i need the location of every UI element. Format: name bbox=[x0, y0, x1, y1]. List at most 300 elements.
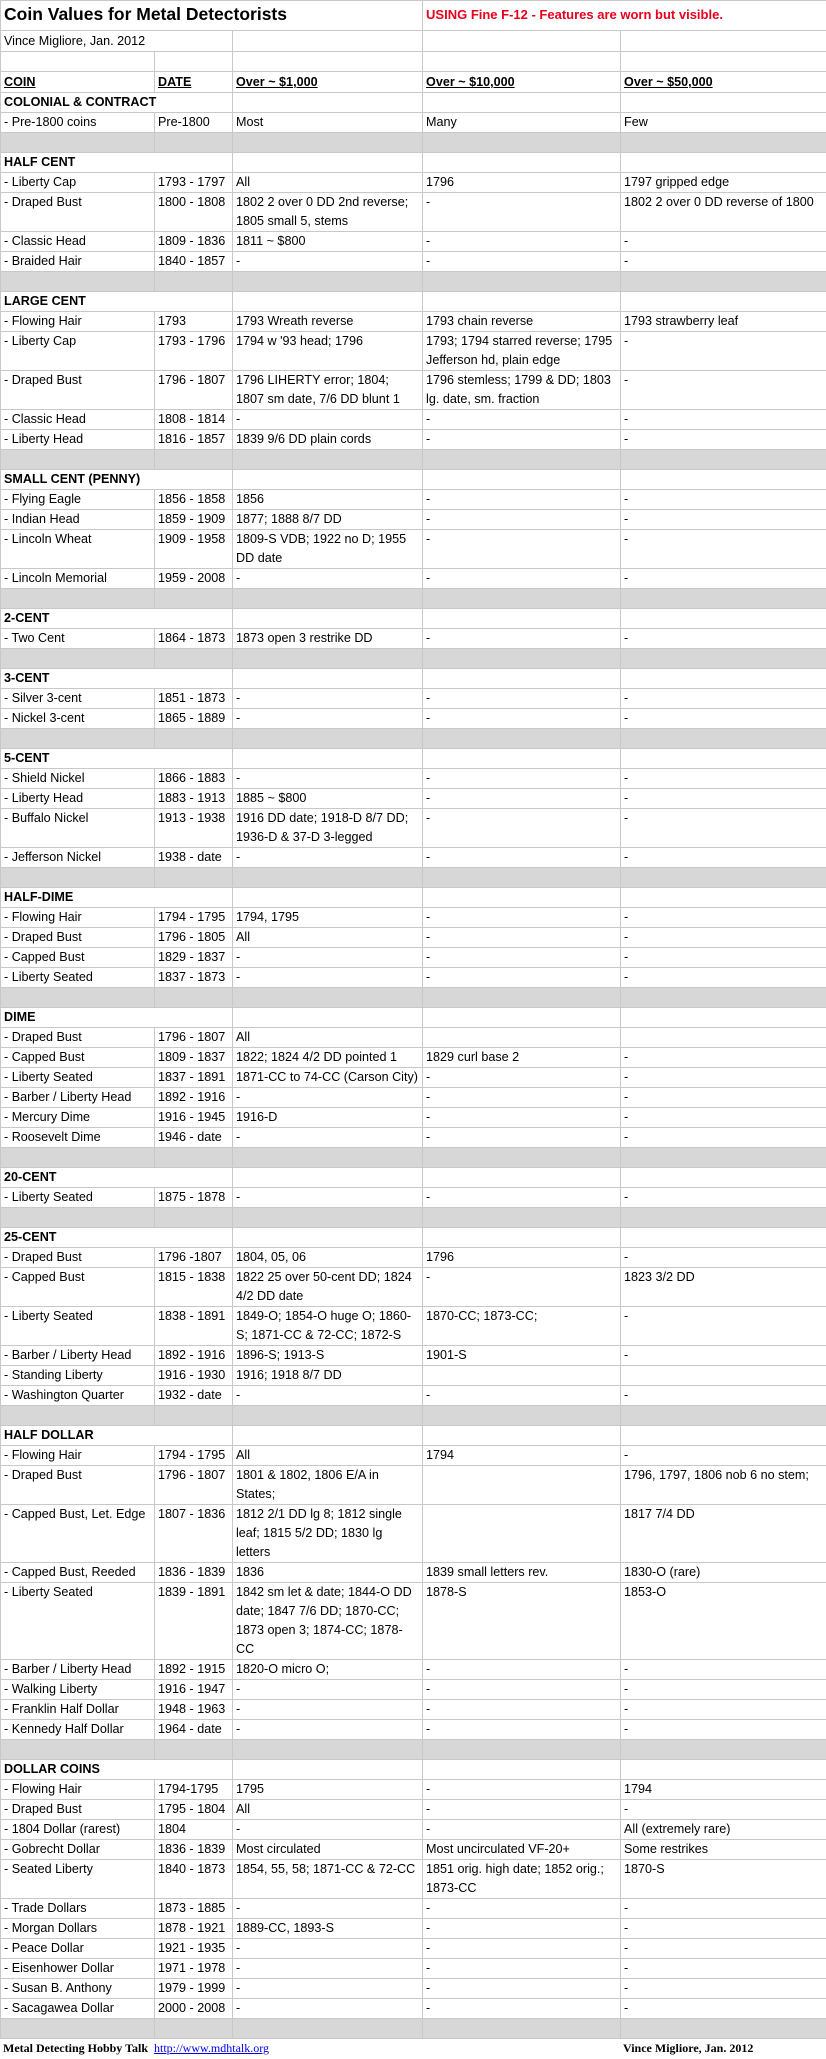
table-cell: - Flying Eagle bbox=[1, 490, 155, 510]
table-cell: - bbox=[621, 332, 826, 371]
table-cell: - bbox=[423, 1088, 621, 1108]
table-cell bbox=[621, 1366, 826, 1386]
table-cell: - Liberty Head bbox=[1, 430, 155, 450]
section-divider bbox=[1, 868, 826, 888]
table-cell: - bbox=[423, 530, 621, 569]
table-cell: - bbox=[423, 430, 621, 450]
table-cell: 1838 - 1891 bbox=[155, 1307, 233, 1346]
table-cell: Most uncirculated VF-20+ bbox=[423, 1840, 621, 1860]
table-cell: - bbox=[233, 410, 423, 430]
table-cell: - Seated Liberty bbox=[1, 1860, 155, 1899]
table-cell: 1794 bbox=[621, 1780, 826, 1800]
table-cell: 1853-O bbox=[621, 1583, 826, 1660]
table-cell: 1812 2/1 DD lg 8; 1812 single leaf; 1815 5/2 DD; 1830 lg letters bbox=[233, 1505, 423, 1563]
table-cell: - Draped Bust bbox=[1, 1800, 155, 1820]
table-cell: 1864 - 1873 bbox=[155, 629, 233, 649]
table-cell: 1804, 05, 06 bbox=[233, 1248, 423, 1268]
table-cell: 1809 - 1836 bbox=[155, 232, 233, 252]
table-cell: - bbox=[423, 1919, 621, 1939]
table-cell: - bbox=[621, 1386, 826, 1406]
table-cell: - bbox=[621, 232, 826, 252]
section-header-row bbox=[1, 888, 826, 908]
section-title: LARGE CENT bbox=[1, 292, 233, 312]
table-cell: - bbox=[233, 848, 423, 868]
table-cell: - bbox=[423, 769, 621, 789]
table-cell: - bbox=[423, 1700, 621, 1720]
table-cell: - bbox=[621, 1979, 826, 1999]
table-cell: 1916 - 1947 bbox=[155, 1680, 233, 1700]
table-row bbox=[1, 1466, 826, 1505]
table-cell: All bbox=[233, 928, 423, 948]
table-row bbox=[1, 113, 826, 133]
footer-row bbox=[0, 2039, 826, 2057]
section-header-row bbox=[1, 93, 826, 113]
table-cell: 1921 - 1935 bbox=[155, 1939, 233, 1959]
table-cell: 1839 small letters rev. bbox=[423, 1563, 621, 1583]
table-cell: - bbox=[621, 1346, 826, 1366]
table-cell: - Silver 3-cent bbox=[1, 689, 155, 709]
table-cell: - bbox=[621, 1068, 826, 1088]
table-cell: - bbox=[423, 1800, 621, 1820]
table-cell: - bbox=[621, 1048, 826, 1068]
table-cell: - bbox=[621, 1680, 826, 1700]
table-cell: - bbox=[621, 1939, 826, 1959]
table-cell: - bbox=[423, 1188, 621, 1208]
table-cell: 1856 - 1858 bbox=[155, 490, 233, 510]
table-cell: - bbox=[233, 252, 423, 272]
table-cell: - bbox=[423, 1680, 621, 1700]
table-cell: 1840 - 1873 bbox=[155, 1860, 233, 1899]
table-cell: 1854, 55, 58; 1871-CC & 72-CC bbox=[233, 1860, 423, 1899]
table-cell: - Buffalo Nickel bbox=[1, 809, 155, 848]
table-cell: - Lincoln Wheat bbox=[1, 530, 155, 569]
table-cell: - bbox=[423, 809, 621, 848]
table-cell: Many bbox=[423, 113, 621, 133]
table-cell: - Liberty Seated bbox=[1, 1068, 155, 1088]
table-row bbox=[1, 1346, 826, 1366]
table-row bbox=[1, 1959, 826, 1979]
table-cell: 1830-O (rare) bbox=[621, 1563, 826, 1583]
table-cell: 1883 - 1913 bbox=[155, 789, 233, 809]
section-title: HALF CENT bbox=[1, 153, 233, 173]
table-cell: - Draped Bust bbox=[1, 193, 155, 232]
section-title: HALF-DIME bbox=[1, 888, 233, 908]
table-cell: - bbox=[423, 789, 621, 809]
table-row bbox=[1, 410, 826, 430]
table-cell: - Liberty Head bbox=[1, 789, 155, 809]
table-cell: - bbox=[423, 1899, 621, 1919]
table-cell: - bbox=[423, 1386, 621, 1406]
table-cell bbox=[423, 1366, 621, 1386]
table-row bbox=[1, 1128, 826, 1148]
table-cell: - Draped Bust bbox=[1, 1248, 155, 1268]
table-row bbox=[1, 1505, 826, 1563]
table-row bbox=[1, 1028, 826, 1048]
table-cell: Few bbox=[621, 113, 826, 133]
table-cell: - bbox=[233, 769, 423, 789]
section-header-row bbox=[1, 153, 826, 173]
table-cell: - Peace Dollar bbox=[1, 1939, 155, 1959]
section-title: 25-CENT bbox=[1, 1228, 233, 1248]
table-cell: 1815 - 1838 bbox=[155, 1268, 233, 1307]
table-row bbox=[1, 1820, 826, 1840]
table-cell: - bbox=[621, 928, 826, 948]
column-header: Over ~ $1,000 bbox=[233, 72, 423, 93]
table-cell: - bbox=[233, 1999, 423, 2019]
table-cell: - bbox=[621, 410, 826, 430]
table-cell: - bbox=[233, 1939, 423, 1959]
title-cell bbox=[1, 1, 423, 31]
section-header-row bbox=[1, 1228, 826, 1248]
table-cell: - Mercury Dime bbox=[1, 1108, 155, 1128]
table-cell: 1896-S; 1913-S bbox=[233, 1346, 423, 1366]
table-cell: All (extremely rare) bbox=[621, 1820, 826, 1840]
table-cell: - Trade Dollars bbox=[1, 1899, 155, 1919]
table-cell: - bbox=[423, 1939, 621, 1959]
table-cell: - bbox=[621, 1128, 826, 1148]
table-row bbox=[1, 430, 826, 450]
table-cell: - Braided Hair bbox=[1, 252, 155, 272]
table-cell: - bbox=[423, 569, 621, 589]
table-cell: - Barber / Liberty Head bbox=[1, 1346, 155, 1366]
table-cell: - bbox=[621, 510, 826, 530]
table-cell: - bbox=[621, 569, 826, 589]
author-line: Vince Migliore, Jan. 2012 bbox=[1, 31, 233, 52]
table-cell: 1913 - 1938 bbox=[155, 809, 233, 848]
table-cell: 1796 - 1807 bbox=[155, 371, 233, 410]
table-cell bbox=[423, 1466, 621, 1505]
section-divider bbox=[1, 1148, 826, 1168]
table-cell: - bbox=[423, 193, 621, 232]
column-header: Over ~ $10,000 bbox=[423, 72, 621, 93]
table-cell: - bbox=[233, 1720, 423, 1740]
table-cell: - bbox=[233, 1700, 423, 1720]
table-row bbox=[1, 1088, 826, 1108]
section-divider bbox=[1, 1208, 826, 1228]
table-row bbox=[1, 332, 826, 371]
table-cell: - bbox=[621, 1088, 826, 1108]
table-cell bbox=[621, 1028, 826, 1048]
table-cell: - bbox=[233, 689, 423, 709]
table-cell: 1938 - date bbox=[155, 848, 233, 868]
table-cell: - Liberty Seated bbox=[1, 1307, 155, 1346]
table-cell: 1866 - 1883 bbox=[155, 769, 233, 789]
table-cell: - Draped Bust bbox=[1, 1466, 155, 1505]
table-cell: 1802 2 over 0 DD reverse of 1800 bbox=[621, 193, 826, 232]
table-cell: - Capped Bust, Reeded bbox=[1, 1563, 155, 1583]
table-cell: 1795 bbox=[233, 1780, 423, 1800]
table-cell: 1877; 1888 8/7 DD bbox=[233, 510, 423, 530]
table-cell: - Sacagawea Dollar bbox=[1, 1999, 155, 2019]
table-cell: - bbox=[621, 1800, 826, 1820]
table-cell: - bbox=[621, 689, 826, 709]
table-cell: - Capped Bust bbox=[1, 1268, 155, 1307]
table-cell: - bbox=[423, 410, 621, 430]
author-row bbox=[1, 31, 826, 52]
table-cell: - bbox=[233, 1680, 423, 1700]
table-row bbox=[1, 1446, 826, 1466]
table-cell: - bbox=[423, 1720, 621, 1740]
table-cell: - Jefferson Nickel bbox=[1, 848, 155, 868]
section-header-row bbox=[1, 609, 826, 629]
table-cell bbox=[423, 1505, 621, 1563]
table-cell: - bbox=[621, 1188, 826, 1208]
table-cell: 1794 bbox=[423, 1446, 621, 1466]
table-cell: 1816 - 1857 bbox=[155, 430, 233, 450]
section-title: 3-CENT bbox=[1, 669, 233, 689]
table-cell: 1878 - 1921 bbox=[155, 1919, 233, 1939]
table-cell: - bbox=[233, 709, 423, 729]
table-cell: 1795 - 1804 bbox=[155, 1800, 233, 1820]
table-row bbox=[1, 1563, 826, 1583]
table-cell: - Liberty Seated bbox=[1, 1583, 155, 1660]
table-cell: 1837 - 1891 bbox=[155, 1068, 233, 1088]
table-row bbox=[1, 569, 826, 589]
table-cell: - Washington Quarter bbox=[1, 1386, 155, 1406]
table-cell: 1916 DD date; 1918-D 8/7 DD; 1936-D & 37-D 3-legged bbox=[233, 809, 423, 848]
table-row bbox=[1, 1307, 826, 1346]
table-row bbox=[1, 312, 826, 332]
table-cell: - bbox=[423, 1780, 621, 1800]
table-cell: - bbox=[423, 1820, 621, 1840]
table-cell: 1839 - 1891 bbox=[155, 1583, 233, 1660]
table-cell: All bbox=[233, 1446, 423, 1466]
table-row bbox=[1, 968, 826, 988]
table-cell: 1809 - 1837 bbox=[155, 1048, 233, 1068]
table-cell: - Flowing Hair bbox=[1, 1446, 155, 1466]
table-cell: All bbox=[233, 1028, 423, 1048]
section-header-row bbox=[1, 1008, 826, 1028]
site-name: Metal Detecting Hobby Talk bbox=[3, 2041, 149, 2055]
table-cell: 1851 - 1873 bbox=[155, 689, 233, 709]
table-cell: 1836 - 1839 bbox=[155, 1840, 233, 1860]
table-cell: 1793 - 1797 bbox=[155, 173, 233, 193]
table-cell: - bbox=[233, 1088, 423, 1108]
table-row bbox=[1, 809, 826, 848]
section-divider bbox=[1, 589, 826, 609]
table-cell: - Two Cent bbox=[1, 629, 155, 649]
table-cell: - bbox=[621, 848, 826, 868]
table-cell: 1794, 1795 bbox=[233, 908, 423, 928]
table-cell: 1932 - date bbox=[155, 1386, 233, 1406]
table-cell: - bbox=[423, 1979, 621, 1999]
table-cell: 1796 - 1805 bbox=[155, 928, 233, 948]
table-cell: Most bbox=[233, 113, 423, 133]
table-cell: - bbox=[233, 1979, 423, 1999]
table-cell: 1873 - 1885 bbox=[155, 1899, 233, 1919]
table-cell: - bbox=[233, 1128, 423, 1148]
table-cell: 1796 LIHERTY error; 1804; 1807 sm date, 7/6 DD blunt 1 bbox=[233, 371, 423, 410]
table-cell: - bbox=[621, 490, 826, 510]
table-cell: - Flowing Hair bbox=[1, 908, 155, 928]
table-cell: - bbox=[233, 948, 423, 968]
table-cell: - bbox=[621, 1919, 826, 1939]
table-cell: 1916 - 1930 bbox=[155, 1366, 233, 1386]
section-title: COLONIAL & CONTRACT bbox=[1, 93, 233, 113]
table-row bbox=[1, 490, 826, 510]
table-row bbox=[1, 948, 826, 968]
table-row bbox=[1, 709, 826, 729]
table-cell: All bbox=[233, 173, 423, 193]
table-cell: 1796 stemless; 1799 & DD; 1803 lg. date, sm. fraction bbox=[423, 371, 621, 410]
table-cell: - bbox=[423, 689, 621, 709]
table-cell: - bbox=[621, 769, 826, 789]
table-cell: 1823 3/2 DD bbox=[621, 1268, 826, 1307]
table-cell: 1807 - 1836 bbox=[155, 1505, 233, 1563]
table-cell: - Barber / Liberty Head bbox=[1, 1660, 155, 1680]
table-row bbox=[1, 530, 826, 569]
table-cell: - Franklin Half Dollar bbox=[1, 1700, 155, 1720]
table-cell: - Gobrecht Dollar bbox=[1, 1840, 155, 1860]
table-cell: - bbox=[233, 569, 423, 589]
table-cell: 1794 - 1795 bbox=[155, 1446, 233, 1466]
table-cell: 1885 ~ $800 bbox=[233, 789, 423, 809]
section-divider bbox=[1, 272, 826, 292]
table-cell: - bbox=[233, 1820, 423, 1840]
table-cell: 1851 orig. high date; 1852 orig.; 1873-CC bbox=[423, 1860, 621, 1899]
table-cell: - bbox=[233, 1959, 423, 1979]
table-cell: 1946 - date bbox=[155, 1128, 233, 1148]
table-row bbox=[1, 173, 826, 193]
table-cell: - bbox=[621, 430, 826, 450]
table-cell: - Morgan Dollars bbox=[1, 1919, 155, 1939]
table-cell: 1793 strawberry leaf bbox=[621, 312, 826, 332]
table-cell: 1796, 1797, 1806 nob 6 no stem; bbox=[621, 1466, 826, 1505]
section-title: SMALL CENT (PENNY) bbox=[1, 470, 233, 490]
table-cell: - bbox=[423, 1268, 621, 1307]
table-cell: - bbox=[621, 371, 826, 410]
table-cell: - Liberty Cap bbox=[1, 173, 155, 193]
table-row bbox=[1, 689, 826, 709]
section-header-row bbox=[1, 669, 826, 689]
table-cell: - bbox=[423, 510, 621, 530]
table-cell: - bbox=[621, 1999, 826, 2019]
table-cell: 1837 - 1873 bbox=[155, 968, 233, 988]
table-cell: 1804 bbox=[155, 1820, 233, 1840]
table-cell: - bbox=[423, 1128, 621, 1148]
table-cell: 1796 bbox=[423, 173, 621, 193]
table-cell: - Classic Head bbox=[1, 410, 155, 430]
table-cell: - Pre-1800 coins bbox=[1, 113, 155, 133]
table-row bbox=[1, 1840, 826, 1860]
table-cell: - Walking Liberty bbox=[1, 1680, 155, 1700]
table-row bbox=[1, 1860, 826, 1899]
table-row bbox=[1, 252, 826, 272]
table-row bbox=[1, 1068, 826, 1088]
grade-note: USING Fine F-12 - Features are worn but visible. bbox=[426, 7, 723, 22]
table-cell: - Draped Bust bbox=[1, 1028, 155, 1048]
section-header-row bbox=[1, 1760, 826, 1780]
table-cell: 1836 bbox=[233, 1563, 423, 1583]
section-header-row bbox=[1, 292, 826, 312]
table-cell: - bbox=[423, 1999, 621, 2019]
table-cell: - bbox=[423, 948, 621, 968]
table-cell: - Flowing Hair bbox=[1, 1780, 155, 1800]
table-cell: - Liberty Seated bbox=[1, 1188, 155, 1208]
section-title: DOLLAR COINS bbox=[1, 1760, 233, 1780]
table-cell: - Barber / Liberty Head bbox=[1, 1088, 155, 1108]
table-cell: - bbox=[423, 848, 621, 868]
table-cell: - Liberty Seated bbox=[1, 968, 155, 988]
table-cell: - Kennedy Half Dollar bbox=[1, 1720, 155, 1740]
table-row bbox=[1, 629, 826, 649]
table-cell: 1979 - 1999 bbox=[155, 1979, 233, 1999]
table-cell: 1849-O; 1854-O huge O; 1860-S; 1871-CC & 72-CC; 1872-S bbox=[233, 1307, 423, 1346]
table-cell: 1836 - 1839 bbox=[155, 1563, 233, 1583]
column-header: COIN bbox=[1, 72, 155, 93]
table-cell: - bbox=[621, 252, 826, 272]
table-cell: - bbox=[423, 1660, 621, 1680]
section-header-row bbox=[1, 470, 826, 490]
section-title: 2-CENT bbox=[1, 609, 233, 629]
section-header-row bbox=[1, 1426, 826, 1446]
table-cell: - Shield Nickel bbox=[1, 769, 155, 789]
table-cell: 1829 - 1837 bbox=[155, 948, 233, 968]
table-cell: 1796 - 1807 bbox=[155, 1028, 233, 1048]
table-row bbox=[1, 1366, 826, 1386]
table-cell: - bbox=[621, 1248, 826, 1268]
table-cell: - bbox=[621, 530, 826, 569]
table-cell: 1959 - 2008 bbox=[155, 569, 233, 589]
table-row bbox=[1, 1268, 826, 1307]
table-cell: 1829 curl base 2 bbox=[423, 1048, 621, 1068]
sheet-title: Coin Values for Metal Detectorists bbox=[4, 4, 287, 24]
table-cell: - Lincoln Memorial bbox=[1, 569, 155, 589]
table-cell: - bbox=[233, 1188, 423, 1208]
table-cell: 2000 - 2008 bbox=[155, 1999, 233, 2019]
table-cell: 1878-S bbox=[423, 1583, 621, 1660]
title-row bbox=[1, 1, 826, 31]
section-title: DIME bbox=[1, 1008, 233, 1028]
column-header: DATE bbox=[155, 72, 233, 93]
table-cell: - bbox=[621, 1660, 826, 1680]
table-row bbox=[1, 1999, 826, 2019]
section-divider bbox=[1, 729, 826, 749]
table-cell: 1865 - 1889 bbox=[155, 709, 233, 729]
table-cell: - bbox=[423, 629, 621, 649]
table-row bbox=[1, 1899, 826, 1919]
table-cell: - Indian Head bbox=[1, 510, 155, 530]
table-row bbox=[1, 193, 826, 232]
table-cell: - bbox=[423, 1068, 621, 1088]
table-cell: 1793 Wreath reverse bbox=[233, 312, 423, 332]
table-cell: - bbox=[423, 232, 621, 252]
table-cell: 1971 - 1978 bbox=[155, 1959, 233, 1979]
table-cell: - bbox=[621, 1108, 826, 1128]
table-cell: 1889-CC, 1893-S bbox=[233, 1919, 423, 1939]
table-row bbox=[1, 908, 826, 928]
table-cell: - bbox=[423, 1959, 621, 1979]
table-cell: - bbox=[423, 1108, 621, 1128]
table-row bbox=[1, 789, 826, 809]
site-link[interactable]: http://www.mdhtalk.org bbox=[154, 2041, 270, 2055]
table-cell: - bbox=[621, 968, 826, 988]
table-cell: - bbox=[621, 1700, 826, 1720]
table-cell: - bbox=[423, 908, 621, 928]
table-cell: 1794-1795 bbox=[155, 1780, 233, 1800]
table-cell: - bbox=[621, 1307, 826, 1346]
table-cell: 1822 25 over 50-cent DD; 1824 4/2 DD date bbox=[233, 1268, 423, 1307]
table-cell bbox=[423, 1028, 621, 1048]
table-cell: 1948 - 1963 bbox=[155, 1700, 233, 1720]
table-cell: 1870-CC; 1873-CC; bbox=[423, 1307, 621, 1346]
table-cell: - Draped Bust bbox=[1, 371, 155, 410]
table-cell: - bbox=[621, 1446, 826, 1466]
section-header-row bbox=[1, 1168, 826, 1188]
table-cell: 1793 - 1796 bbox=[155, 332, 233, 371]
table-cell: All bbox=[233, 1800, 423, 1820]
table-cell: - Classic Head bbox=[1, 232, 155, 252]
